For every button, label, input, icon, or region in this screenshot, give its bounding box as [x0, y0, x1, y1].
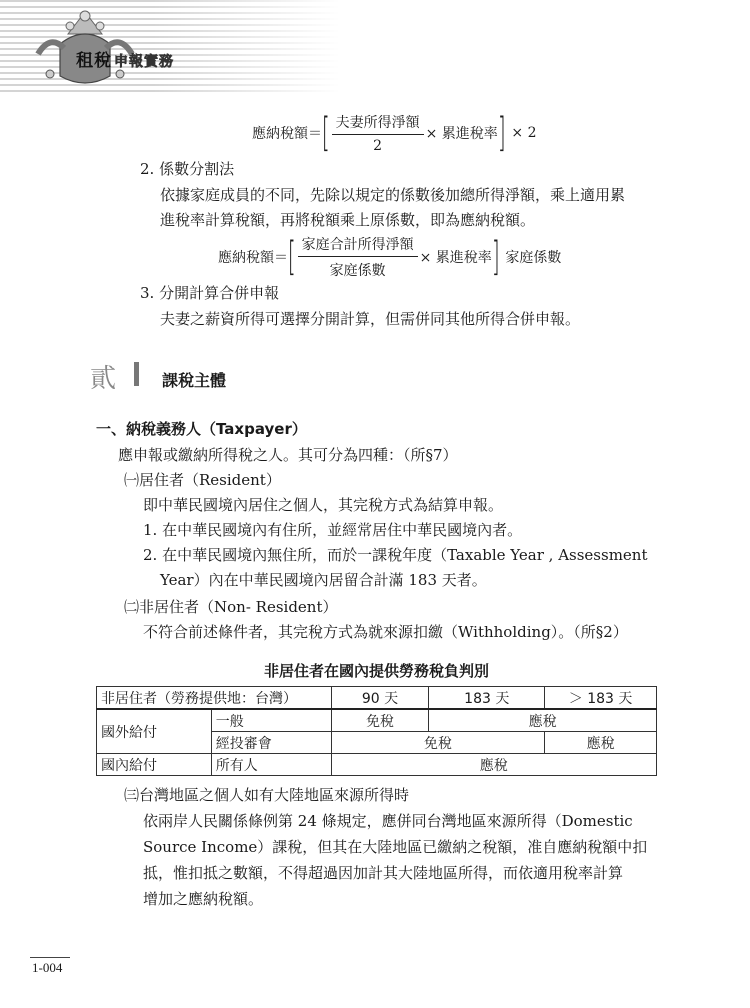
- formula-split-half: [252, 112, 537, 154]
- formula1-denominator: 2: [373, 138, 383, 154]
- table-header-cell: ＞ 183 天: [545, 687, 657, 710]
- item3-line2: Source Income）課稅，但其在大陸地區已繳納之稅額，准自應納稅額中扣: [143, 838, 648, 856]
- left-bracket-icon: [: [321, 110, 330, 156]
- table-header-row: [97, 687, 657, 710]
- table-cell: 經投審會: [211, 732, 331, 754]
- table-cell: 應稅: [429, 709, 657, 732]
- table-cell: 免稅: [331, 709, 429, 732]
- item1-point1: 1. 在中華民國境內有住所，並經常居住中華民國境內者。: [143, 521, 523, 539]
- table-cell: 所有人: [211, 754, 331, 776]
- formula2-numerator: 家庭合計所得淨額: [298, 234, 418, 257]
- table-title: 非居住者在國內提供勞務稅負判別: [263, 662, 489, 680]
- item3-line4: 增加之應納稅額。: [143, 890, 264, 908]
- header-title-sub: 申報實務: [114, 54, 174, 70]
- table-cell-domestic-label: 國內給付: [97, 754, 212, 776]
- method3-heading: 3. 分開計算合併申報: [140, 284, 280, 302]
- footer-rule: [30, 957, 70, 958]
- method3-line1: 夫妻之薪資所得可選擇分開計算，但需併同其他所得合併申報。: [160, 310, 581, 328]
- item2-title: ㈡非居住者（Non- Resident）: [124, 598, 338, 616]
- table-cell: 應稅: [331, 754, 656, 776]
- method2-line1: 依據家庭成員的不同，先除以規定的係數後加總所得淨額，乘上適用累: [160, 186, 626, 204]
- tax-determination-table: [96, 686, 657, 776]
- item1-point2b: Year）內在中華民國境內居留合計滿 183 天者。: [160, 571, 487, 589]
- item1-title: ㈠居住者（Resident）: [124, 471, 281, 489]
- formula2-fraction: [298, 234, 418, 280]
- formula1-fraction: [332, 112, 424, 154]
- item3-line1: 依兩岸人民關係條例第 24 條規定，應併同台灣地區來源所得（Domestic: [143, 812, 633, 830]
- table-header-cell: 90 天: [331, 687, 429, 710]
- item3-title: ㈢台灣地區之個人如有大陸地區來源所得時: [124, 786, 410, 804]
- formula-coefficient: [218, 234, 561, 280]
- formula1-tail: × 2: [511, 125, 537, 141]
- formula1-mid: × 累進稅率: [425, 126, 498, 142]
- header-title-main: 租稅: [76, 51, 112, 71]
- table-cell: 應稅: [545, 732, 657, 754]
- subsection1-heading: 一、納稅義務人（Taxpayer）: [96, 420, 307, 438]
- section-divider: [134, 362, 139, 386]
- item1-desc: 即中華民國境內居住之個人，其完稅方式為結算申報。: [143, 496, 504, 514]
- method2-line2: 進稅率計算稅額，再將稅額乘上原係數，即為應納稅額。: [160, 211, 536, 229]
- section-number: 貳: [90, 364, 117, 394]
- table-cell: 免稅: [331, 732, 545, 754]
- left-bracket-icon: [: [287, 234, 296, 280]
- table-cell-foreign-label: 國外給付: [97, 709, 212, 754]
- formula2-lhs: 應納稅額＝: [218, 250, 288, 266]
- right-bracket-icon: ]: [497, 110, 506, 156]
- item1-point2a: 2. 在中華民國境內無住所，而於一課稅年度（Taxable Year , Assessment: [143, 546, 648, 564]
- table-row: [97, 709, 657, 732]
- method2-heading: 2. 係數分割法: [140, 160, 235, 178]
- formula2-mid: × 累進稅率: [419, 250, 492, 266]
- formula2-tail: 家庭係數: [505, 250, 562, 266]
- item2-desc: 不符合前述條件者，其完稅方式為就來源扣繳（Withholding）。（所§2）: [143, 623, 628, 641]
- table-header-cell: 非居住者（勞務提供地：台灣）: [97, 687, 332, 710]
- formula2-denominator: 家庭係數: [329, 263, 386, 279]
- item3-line3: 抵，惟扣抵之數額，不得超過因加計其大陸地區所得，而依適用稅率計算: [143, 864, 624, 882]
- section-title: 課稅主體: [162, 371, 227, 390]
- formula1-numerator: 夫妻所得淨額: [332, 112, 424, 135]
- right-bracket-icon: ]: [491, 234, 500, 280]
- table-header-cell: 183 天: [429, 687, 545, 710]
- table-cell: 一般: [211, 709, 331, 732]
- table-row: [97, 754, 657, 776]
- header-title: [76, 46, 174, 71]
- page-number: 1-004: [32, 960, 63, 975]
- formula1-lhs: 應納稅額＝: [252, 126, 322, 142]
- subsection1-intro: 應申報或繳納所得稅之人。其可分為四種：（所§7）: [118, 446, 458, 464]
